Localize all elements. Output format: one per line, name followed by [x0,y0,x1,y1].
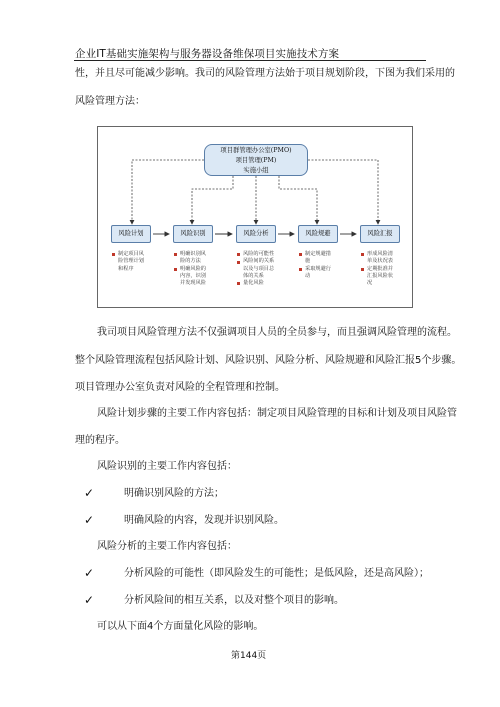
pmo-box-line-2: 项目管理(PM) [235,157,277,164]
paragraph-2-line-2: 理的程序。 [75,435,125,446]
paragraph-1-line-2: 整个风险管理流程包括风险计划、风险识别、风险分析、风险规避和风险汇报5个步骤。 [75,355,462,366]
header-rule [74,60,426,61]
step-5-bullets [360,251,412,287]
bullet-item: 风险间的关系 以及与项目总 体的关系 [236,258,294,280]
bullet-item: 制定项目风 险管理计划 和程序 [111,251,163,273]
step-risk-identification: 风险识别 [173,225,213,243]
paragraph-4: 风险分析的主要工作内容包括： [97,541,237,552]
dashed-link-2 [192,176,233,224]
dashed-link-4 [279,176,317,224]
check-icon: ✓ [84,593,95,607]
pmo-box [204,144,308,176]
step-risk-avoidance: 风险规避 [298,225,338,243]
bullet-item: 定期批准并 汇报风险状 况 [360,266,412,288]
intro-line-2: 风险管理方法： [75,96,145,107]
paragraph-2-line-1: 风险计划步骤的主要工作内容包括：制定项目风险管理的目标和计划及项目风险管 [97,408,457,419]
pmo-box-line-3: 实施小组 [243,167,269,174]
check-icon: ✓ [84,513,95,527]
pmo-box-line-1: 项目群管理办公室(PMO) [220,147,292,154]
bullet-item: 形成风险清 单及状况表 [360,251,412,266]
step-risk-reporting: 风险汇报 [360,225,400,243]
step-1-bullets [111,251,163,273]
bullet-item: 量化风险 [236,280,294,287]
page-number: 第144页 [231,651,267,661]
check-icon: ✓ [84,486,95,500]
paragraph-3: 风险识别的主要工作内容包括： [97,461,237,472]
check-item-3: 分析风险的可能性（即风险发生的可能性；是低风险，还是高风险）； [124,568,429,579]
bullet-item: 风险的可能性 [236,251,294,258]
bullet-item: 采取规避行 动 [298,266,350,281]
page-header-title: 企业IT基础实施架构与服务器设备维保项目实施技术方案 [75,48,340,60]
check-item-1: 明确识别风险的方法； [124,488,224,499]
paragraph-5: 可以从下面4个方面量化风险的影响。 [97,621,264,632]
dashed-link-left [132,160,204,224]
paragraph-1-line-3: 项目管理办公室负责对风险的全程管理和控制。 [75,382,285,393]
step-risk-planning: 风险计划 [111,225,151,243]
risk-management-diagram [97,126,413,308]
bullet-item: 制定规避措 施 [298,251,350,266]
bullet-item: 明确识别风 险的方法 [173,251,225,266]
check-item-2: 明确风险的内容，发现并识别风险。 [124,515,284,526]
check-item-4: 分析风险间的相互关系，以及对整个项目的影响。 [124,595,344,606]
step-4-bullets [298,251,350,280]
paragraph-1-line-1: 我司项目风险管理方法不仅强调项目人员的全员参与，而且强调风险管理的流程。 [97,327,457,338]
intro-line-1: 性，并且尽可能减少影响。我司的风险管理方法始于项目规划阶段，下图为我们采用的 [75,68,455,79]
step-2-bullets [173,251,225,287]
step-risk-analysis: 风险分析 [236,225,276,243]
check-icon: ✓ [84,566,95,580]
dashed-link-right [308,160,378,224]
step-3-bullets [236,251,294,287]
bullet-item: 明确风险的 内容，识别 并发现风险 [173,266,225,288]
